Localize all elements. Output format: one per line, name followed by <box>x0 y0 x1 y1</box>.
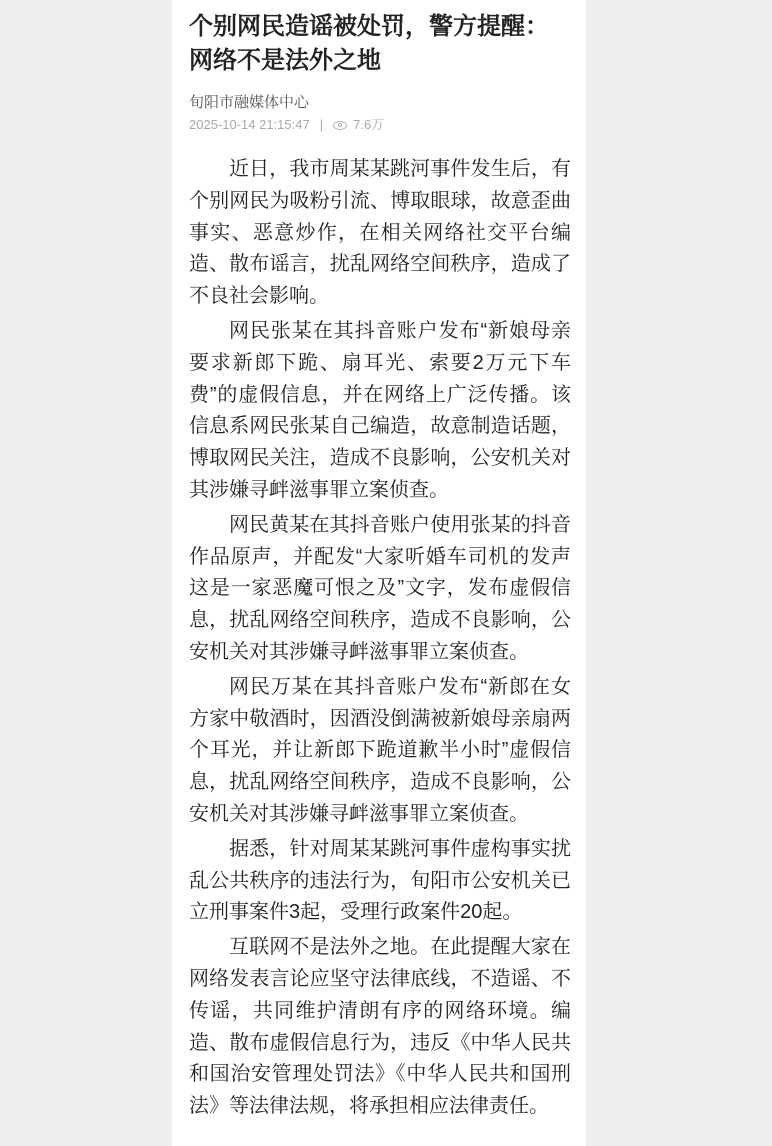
paragraph: 据悉，针对周某某跳河事件虚构事实扰乱公共秩序的违法行为，旬阳市公安机关已立刑事案件3起，受理行政案件20起。 <box>189 837 571 924</box>
paragraph: 近日，我市周某某跳河事件发生后，有个别网民为吸粉引流、博取眼球，故意歪曲事实、恶意炒作，在相关网络社交平台编造、散布谣言，扰乱网络空间秩序，造成了不良社会影响。 <box>189 158 571 308</box>
paragraph: 网民张某在其抖音账户发布“新娘母亲要求新郎下跪、扇耳光、索要2万元下车费”的虚假信息，并在网络上广泛传播。该信息系网民张某自己编造，故意制造话题，博取网民关注，造成不良影响，公安机关对其涉嫌寻衅滋事罪立案侦查。 <box>189 319 571 501</box>
article <box>189 0 571 1126</box>
article-panel <box>172 0 586 1146</box>
view-count: 7.6万 <box>353 117 385 132</box>
eye-icon <box>333 121 347 130</box>
article-meta <box>189 114 571 136</box>
paragraph: 互联网不是法外之地。在此提醒大家在网络发表言论应坚守法律底线，不造谣、不传谣，共同维护清朗有序的网络环境。编造、散布虚假信息行为，违反《中华人民共和国治安管理处罚法》《中华人民共和国刑法》等法律法规，将承担相应法律责任。 <box>189 936 571 1118</box>
paragraph: 网民黄某在其抖音账户使用张某的抖音作品原声，并配发“大家听婚车司机的发声这是一家恶魔可恨之及”文字，发布虚假信息，扰乱网络空间秩序，造成不良影响，公安机关对其涉嫌寻衅滋事罪立案侦查。 <box>189 513 571 663</box>
meta-separator: | <box>319 117 324 132</box>
article-body <box>189 154 571 1123</box>
article-title: 个别网民造谣被处罚，警方提醒：网络不是法外之地 <box>189 13 549 74</box>
article-source: 旬阳市融媒体中心 <box>189 94 310 111</box>
paragraph: 网民万某在其抖音账户发布“新郎在女方家中敬酒时，因酒没倒满被新娘母亲扇两个耳光，并让新郎下跪道歉半小时”虚假信息，扰乱网络空间秩序，造成不良影响，公安机关对其涉嫌寻衅滋事罪立案侦查。 <box>189 675 571 825</box>
publish-datetime: 2025-10-14 21:15:47 <box>189 117 310 132</box>
